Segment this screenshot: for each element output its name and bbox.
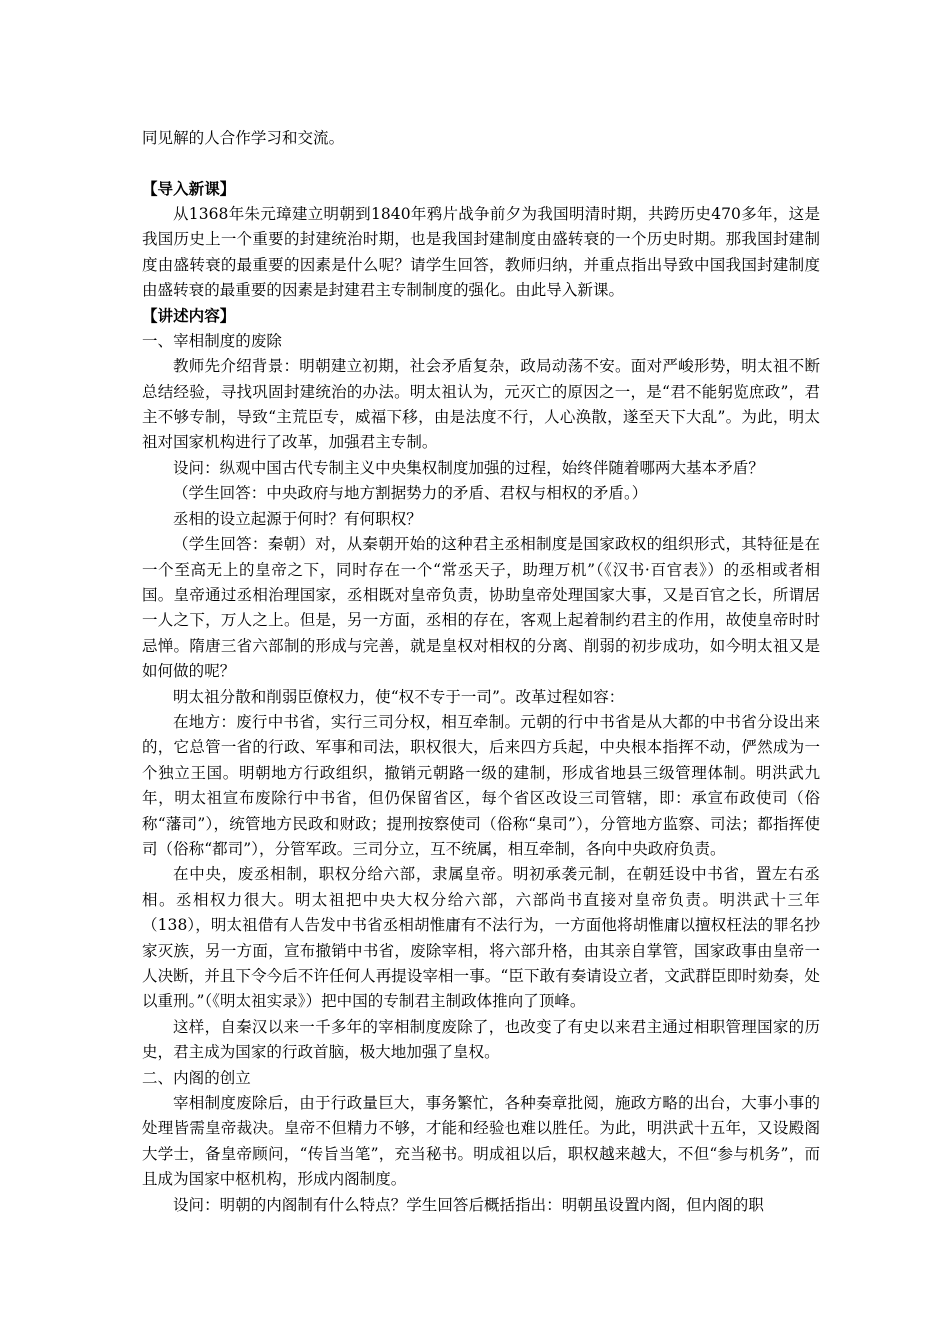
document-body [142,126,820,1218]
part1-paragraph: 在地方：废行中书省，实行三司分权，相互牵制。元朝的行中书省是从大都的中书省分设出来的，它总管一省的行政、军事和司法，职权很大，后来四方兵起，中央根本指挥不动，俨然成为一个独立王国。明朝地方行政组织，撤销元朝路一级的建制，形成省地县三级管理体制。明洪武九年，明太祖宣布废除行中书省，但仍保留省区，每个省区改设三司管辖，即：承宣布政使司（俗称“藩司”），统管地方民政和财政；提刑按察使司（俗称“臬司”），分管地方监察、司法；都指挥使司（俗称“都司”），分管军政。三司分立，互不统属，相互牵制，各向中央政府负责。 [142,712,820,858]
part1-paragraph: （学生回答：秦朝）对，从秦朝开始的这种君主丞相制度是国家政权的组织形式，其特征是在一个至高无上的皇帝之下，同时存在一个“常丞天子，助理万机”（《汉书·百官表》）的丞相或者相国。皇帝通过丞相治理国家，丞相既对皇帝负责，协助皇帝处理国家大事，又是百官之长，所谓居一人之下，万人之上。但是，另一方面，丞相的存在，客观上起着制约君主的作用，故使皇帝时时忌惮。隋唐三省六部制的形成与完善，就是皇权对相权的分离、削弱的初步成功，如今明太祖又是如何做的呢？ [142,535,820,681]
part1-paragraph: 丞相的设立起源于何时？有何职权？ [173,509,422,528]
part1-title: 一、宰相制度的废除 [142,331,282,350]
part1-paragraph: 教师先介绍背景：明朝建立初期，社会矛盾复杂，政局动荡不安。面对严峻形势，明太祖不断总结经验，寻找巩固封建统治的办法。明太祖认为，元灭亡的原因之一，是“君不能躬览庶政”，君主不够专制，导致“主荒臣专，威福下移，由是法度不行，人心涣散，遂至天下大乱”。为此，明太祖对国家机构进行了改革，加强君主专制。 [142,357,820,452]
part1-paragraph: 在中央，废丞相制，职权分给六部，隶属皇帝。明初承袭元制，在朝廷设中书省，置左右丞相。丞相权力很大。明太祖把中央大权分给六部，六部尚书直接对皇帝负责。明洪武十三年（138），明太祖借有人告发中书省丞相胡惟庸有不法行为，一方面他将胡惟庸以擅权枉法的罪名抄家灭族，另一方面，宣布撤销中书省，废除宰相，将六部升格，由其亲自掌管，国家政事由皇帝一人决断，并且下令今后不许任何人再提设宰相一事。“臣下敢有奏请设立者，文武群臣即时劾奏，处以重刑。”（《明太祖实录》）把中国的专制君主制政体推向了顶峰。 [142,865,820,1011]
part2-paragraph: 宰相制度废除后，由于行政量巨大，事务繁忙，各种奏章批阅，施政方略的出台，大事小事的处理皆需皇帝裁决。皇帝不但精力不够，才能和经验也难以胜任。为此，明洪武十五年，又设殿阁大学士，备皇帝顾问，“传旨当笔”，充当秘书。明成祖以后，职权越来越大，不但“参与机务”，而且成为国家中枢机构，形成内阁制度。 [142,1094,820,1189]
section-heading-intro: 【导入新课】 [142,179,236,199]
part2-title: 二、内阁的创立 [142,1068,251,1087]
intro-paragraph: 从1368年朱元璋建立明朝到1840年鸦片战争前夕为我国明清时期，共跨历史470多年，这是我国历史上一个重要的封建统治时期，也是我国封建制度由盛转衰的一个历史时期。那我国封建制度由盛转衰的最重要的因素是什么呢？请学生回答，教师归纳，并重点指出导致中国我国封建制度由盛转衰的最重要的因素是封建君主专制制度的强化。由此导入新课。 [142,204,820,300]
part1-paragraph: （学生回答：中央政府与地方割据势力的矛盾、君权与相权的矛盾。） [173,484,648,503]
part1-paragraph: 设问：纵观中国古代专制主义中央集权制度加强的过程，始终伴随着哪两大基本矛盾？ [173,458,764,477]
part1-paragraph: 明太祖分散和削弱臣僚权力，使“权不专于一司”。改革过程如容： [173,687,625,706]
blank-line [142,151,820,176]
intro-tail-text: 同见解的人合作学习和交流。 [142,129,345,147]
part1-paragraph: 这样，自秦汉以来一千多年的宰相制度废除了，也改变了有史以来君主通过相职管理国家的历史，君主成为国家的行政首脑，极大地加强了皇权。 [142,1017,820,1062]
part2-paragraph: 设问：明朝的内阁制有什么特点？学生回答后概括指出：明朝虽设置内阁，但内阁的职 [173,1195,764,1214]
section-heading-content: 【讲述内容】 [142,306,236,326]
